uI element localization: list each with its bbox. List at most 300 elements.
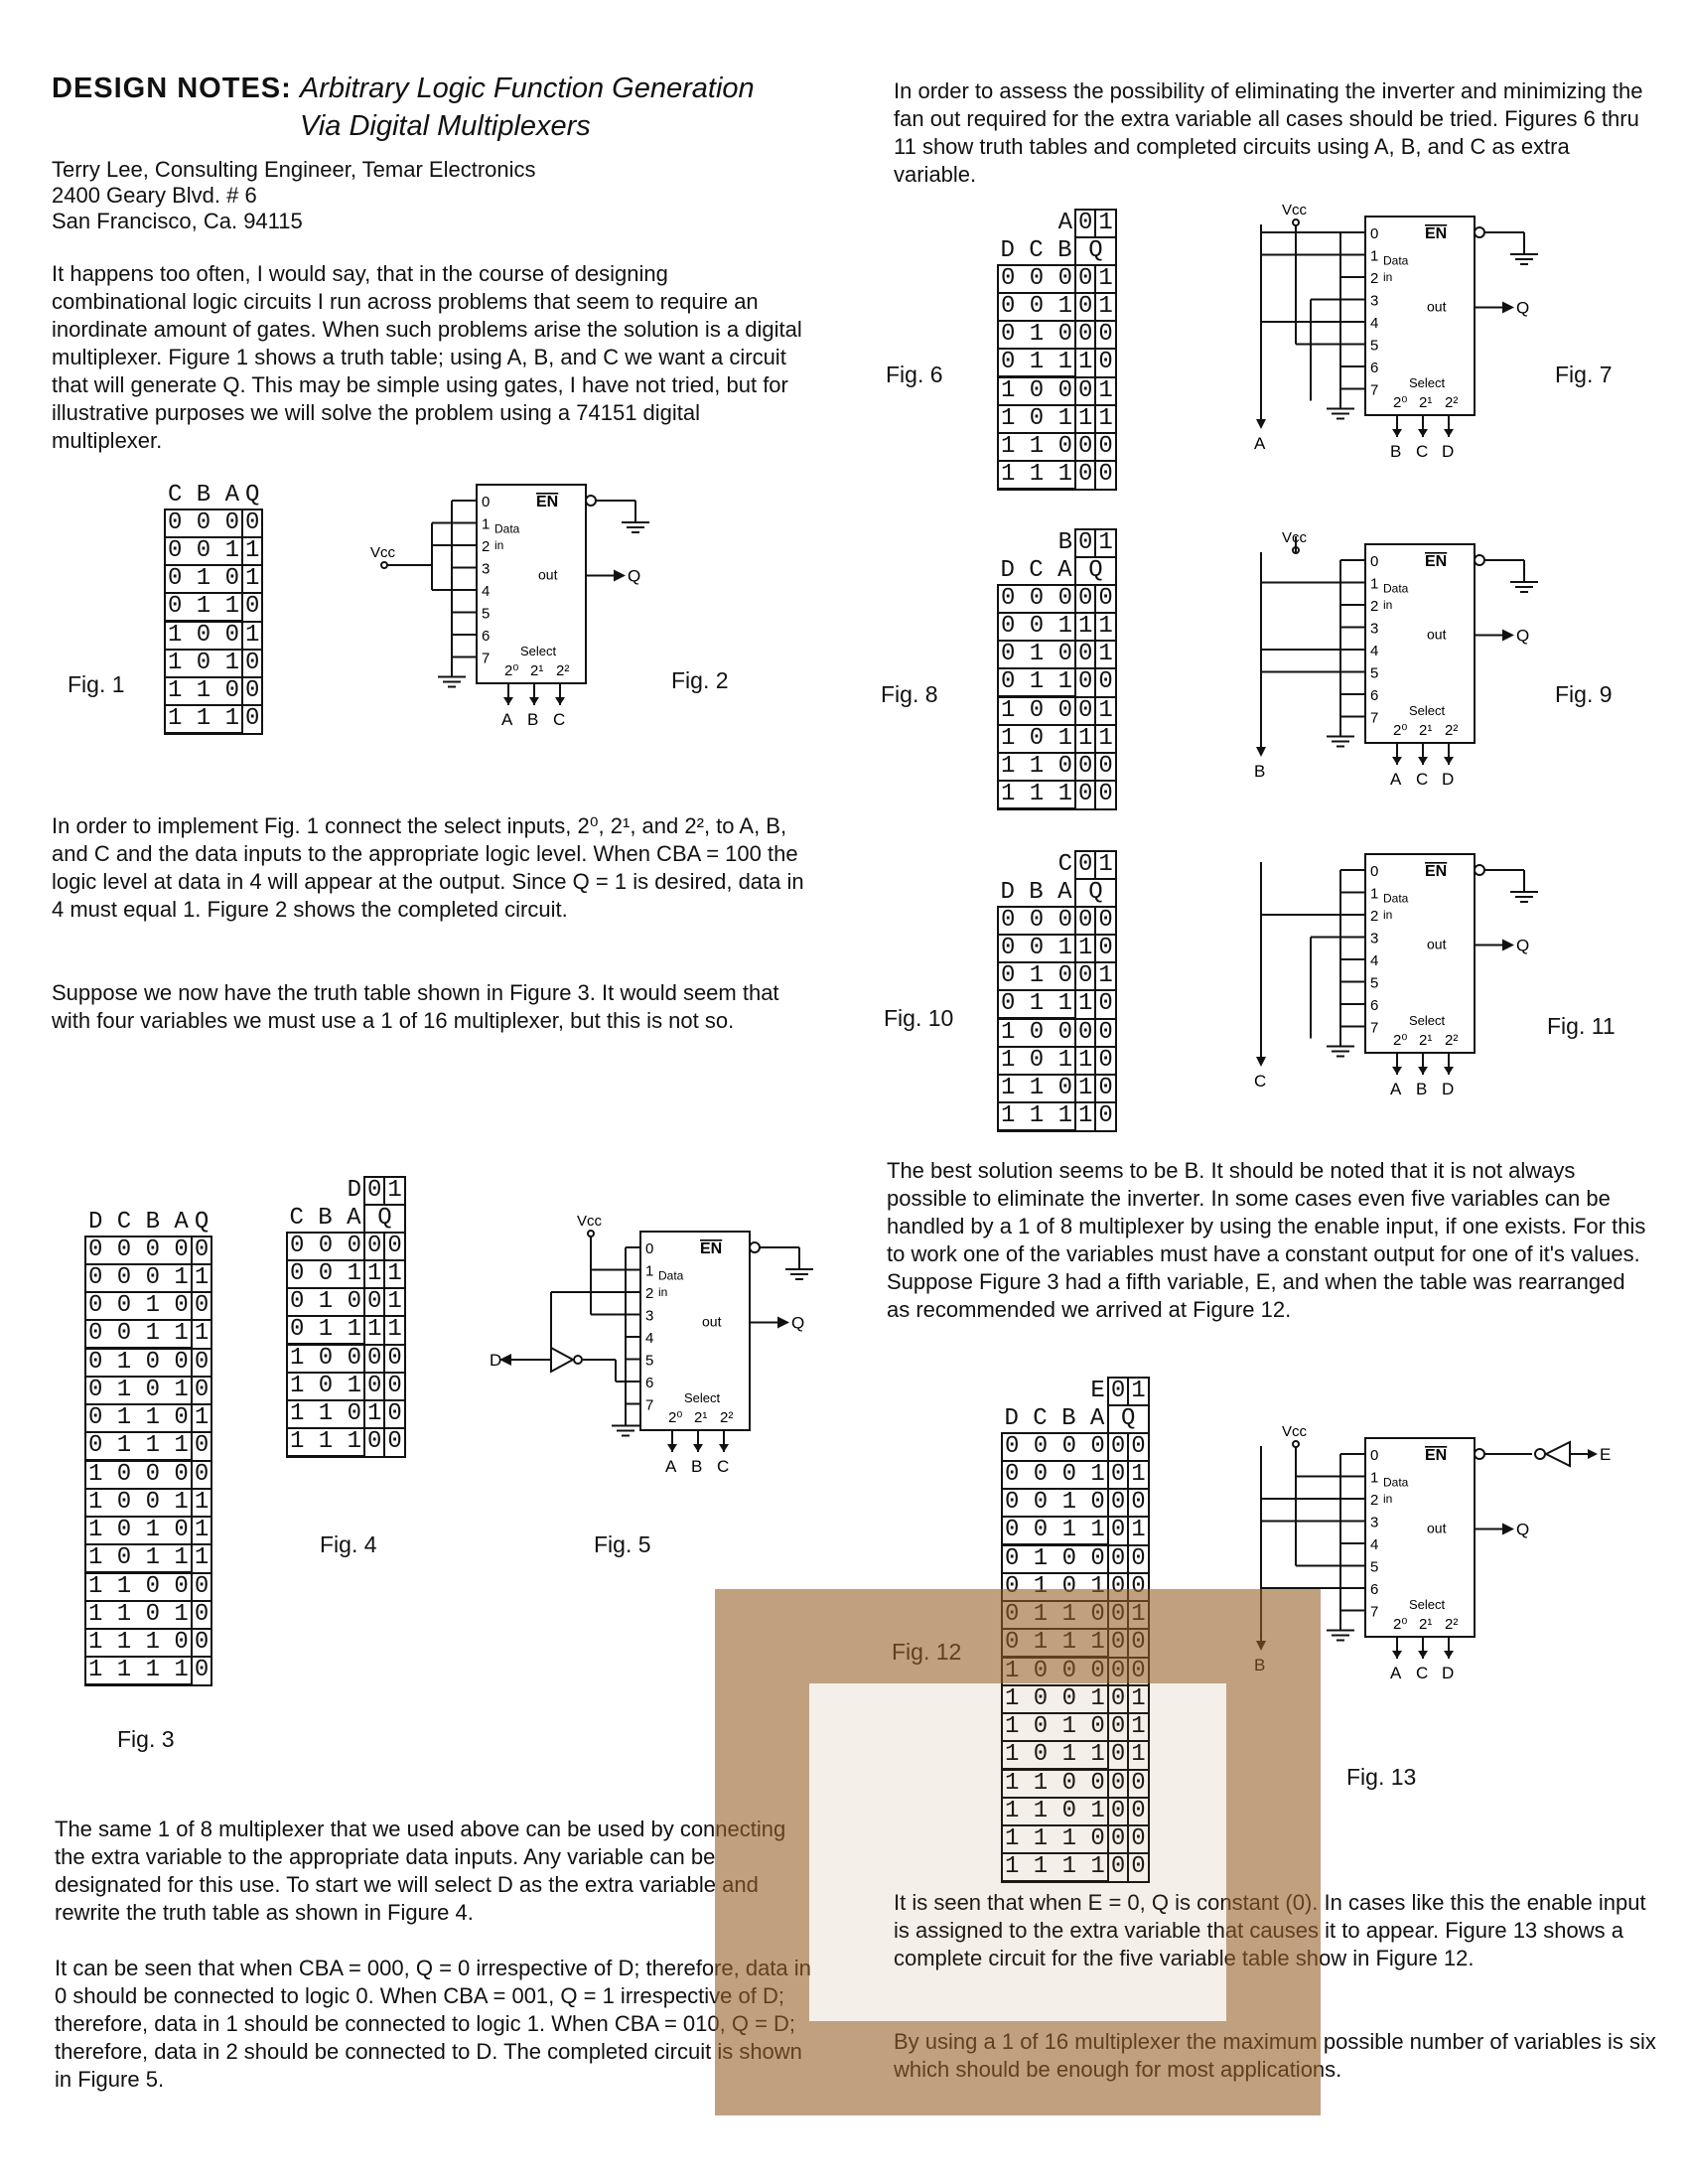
table-inputs-cell: 1 0 1 1 bbox=[1002, 1741, 1108, 1770]
table-inputs-cell: 1 0 1 bbox=[998, 725, 1075, 753]
data-pin-4: 4 bbox=[482, 583, 491, 600]
table-output-cell: 0 bbox=[192, 1432, 211, 1461]
table-output-cell: 1 bbox=[1075, 935, 1095, 962]
data-pin-5: 5 bbox=[1370, 974, 1379, 992]
select-label: Select bbox=[1409, 1013, 1446, 1028]
table-inputs-cell: 0 0 1 1 bbox=[85, 1320, 192, 1349]
vcc-label: Vcc bbox=[1282, 1423, 1308, 1440]
caption-fig1: Fig. 1 bbox=[68, 671, 125, 697]
data-pin-6: 6 bbox=[482, 628, 491, 645]
table-inputs-cell: 0 0 0 1 bbox=[85, 1264, 192, 1292]
table-output-cell: 0 bbox=[192, 1237, 211, 1264]
vcc-terminal bbox=[588, 1231, 594, 1237]
table-inputs-cell: 1 0 0 0 bbox=[85, 1461, 192, 1490]
data-pin-5: 5 bbox=[1370, 664, 1379, 682]
table-inputs-cell: 1 0 0 1 bbox=[85, 1489, 192, 1517]
caption-fig2: Fig. 2 bbox=[671, 667, 729, 693]
select-input-d: D bbox=[1442, 1664, 1455, 1682]
data-out-label: out bbox=[702, 1313, 722, 1330]
caption-fig10: Fig. 10 bbox=[884, 1005, 954, 1031]
table-output-cell: 0 bbox=[1075, 585, 1095, 613]
data-pin-5: 5 bbox=[645, 1352, 654, 1370]
table-output-cell: 0 bbox=[192, 1629, 211, 1657]
table-inputs-cell: 1 1 0 1 bbox=[1002, 1798, 1108, 1825]
table-output-cell: 1 bbox=[1128, 1517, 1148, 1545]
table-output-cell: 1 bbox=[1075, 613, 1095, 641]
ext-var-label: D bbox=[490, 1351, 502, 1370]
vcc-label: Vcc bbox=[370, 544, 396, 561]
caption-fig8: Fig. 8 bbox=[881, 681, 938, 707]
table-inputs-cell: 0 0 1 bbox=[287, 1260, 364, 1288]
table-output-cell: 1 bbox=[192, 1264, 211, 1292]
table-header-inputs: D B A bbox=[1000, 878, 1072, 906]
article-title bbox=[52, 70, 755, 145]
table-inputs-cell: 0 1 1 1 bbox=[1002, 1629, 1108, 1658]
select-input-d: D bbox=[1442, 1080, 1455, 1098]
select-weight: 2⁰ bbox=[1393, 1032, 1408, 1049]
ext-var-label: C bbox=[1254, 1072, 1267, 1091]
table-output-cell: 0 bbox=[1075, 461, 1095, 490]
output-arrow bbox=[1502, 630, 1514, 642]
table-output-cell: 0 bbox=[1108, 1798, 1128, 1825]
table-inputs-cell: 1 1 1 bbox=[998, 1102, 1075, 1131]
table-inputs-cell: 1 0 0 bbox=[998, 697, 1075, 726]
enable-pin-label: EN bbox=[1425, 225, 1448, 242]
table-var-label: A bbox=[1057, 210, 1073, 236]
table-output-cell: 1 bbox=[192, 1517, 211, 1544]
table-output-cell: 1 bbox=[364, 1316, 384, 1345]
table-output-cell: 0 bbox=[1108, 1853, 1128, 1882]
select-input-b: B bbox=[1390, 442, 1402, 461]
data-pin-0: 0 bbox=[1370, 863, 1379, 880]
table-inputs-cell: 0 1 1 0 bbox=[85, 1404, 192, 1432]
table-inputs-cell: 0 1 0 bbox=[165, 565, 242, 593]
data-pin-0: 0 bbox=[482, 494, 491, 510]
table-inputs-cell: 0 0 1 bbox=[165, 537, 242, 565]
data-in-label: Data bbox=[494, 521, 520, 536]
table-output-cell: 0 bbox=[1095, 1102, 1115, 1131]
table-header-inputs: D C B A bbox=[1004, 1404, 1105, 1432]
enable-bubble bbox=[1475, 865, 1484, 875]
data-pin-2: 2 bbox=[645, 1285, 654, 1302]
table-output-cell: 0 bbox=[1095, 349, 1115, 377]
table-var-value: 0 bbox=[1108, 1378, 1128, 1405]
table-output-cell: 0 bbox=[1128, 1770, 1148, 1799]
table-output-cell: 0 bbox=[1108, 1770, 1128, 1799]
table-output-cell: 0 bbox=[1095, 990, 1115, 1019]
data-pin-7: 7 bbox=[645, 1396, 654, 1414]
table-inputs-cell: 1 1 1 bbox=[287, 1428, 364, 1457]
table-inputs-cell: 1 1 1 bbox=[998, 461, 1075, 490]
select-weight: 2¹ bbox=[1419, 394, 1433, 411]
table-output-cell: 1 bbox=[384, 1316, 404, 1345]
table-inputs-cell: 0 0 1 bbox=[998, 935, 1075, 962]
select-input-c: C bbox=[1416, 1664, 1429, 1682]
table-inputs-cell: 1 1 1 0 bbox=[1002, 1825, 1108, 1853]
table-output-cell: 0 bbox=[1095, 781, 1115, 809]
select-weight: 2² bbox=[1445, 1616, 1459, 1633]
table-output-cell: 1 bbox=[242, 565, 262, 593]
arrow-head bbox=[503, 697, 513, 705]
table-inputs-cell: 0 1 0 1 bbox=[1002, 1573, 1108, 1601]
table-output-cell: 0 bbox=[1075, 697, 1095, 726]
data-pin-7: 7 bbox=[1370, 381, 1379, 399]
table-output-cell: 0 bbox=[1108, 1517, 1128, 1545]
table-inputs-cell: 0 0 0 0 bbox=[1002, 1433, 1108, 1461]
table-inputs-cell: 1 0 1 bbox=[998, 405, 1075, 433]
paper-stain bbox=[715, 1589, 1321, 2115]
table-output-cell: 1 bbox=[1095, 377, 1115, 406]
table-inputs-cell: 1 0 1 bbox=[165, 650, 242, 677]
data-pin-3: 3 bbox=[482, 560, 491, 578]
table-header-output: Q bbox=[364, 1205, 405, 1233]
table-inputs-cell: 1 0 1 0 bbox=[85, 1517, 192, 1544]
table-output-cell: 1 bbox=[1075, 1075, 1095, 1102]
truth-table-fig8 bbox=[997, 528, 1117, 810]
vcc-terminal bbox=[1293, 1441, 1299, 1447]
table-output-cell: 1 bbox=[1075, 349, 1095, 377]
table-output-cell: 0 bbox=[242, 705, 262, 734]
ext-var-label: A bbox=[1254, 434, 1266, 453]
title-line-1: Arbitrary Logic Function Generation bbox=[299, 73, 755, 104]
data-pin-0: 0 bbox=[1370, 553, 1379, 570]
enable-inverter bbox=[1546, 1442, 1570, 1466]
enable-pin-label: EN bbox=[700, 1240, 723, 1257]
arrow-head bbox=[1444, 1651, 1454, 1659]
paragraph-4: The same 1 of 8 multiplexer that we used above can be used by connecting the extra variable to the appropriate data inputs. Any variable can be designated for this use. To start we will select D as the extra variable and rewrite the truth table as shown in Figure 4. bbox=[55, 1817, 786, 1925]
table-header-inputs: C B A bbox=[289, 1204, 361, 1232]
table-output-cell: 0 bbox=[1108, 1573, 1128, 1601]
select-weight: 2² bbox=[1445, 1032, 1459, 1049]
table-output-cell: 1 bbox=[1095, 962, 1115, 990]
table-output-cell: 0 bbox=[242, 650, 262, 677]
arrow-head bbox=[1444, 757, 1454, 765]
data-pin-6: 6 bbox=[1370, 360, 1379, 376]
table-output-cell: 0 bbox=[1095, 1019, 1115, 1048]
table-output-cell: 1 bbox=[1095, 265, 1115, 293]
table-output-cell: 0 bbox=[242, 677, 262, 705]
data-out-label: out bbox=[1427, 626, 1447, 643]
truth-table-fig6 bbox=[997, 209, 1117, 491]
enable-inverter-bubble bbox=[1535, 1449, 1545, 1459]
vcc-terminal bbox=[1293, 219, 1299, 225]
data-pin-3: 3 bbox=[1370, 292, 1379, 310]
data-in-label: in bbox=[658, 1285, 668, 1299]
table-output-cell: 0 bbox=[1108, 1545, 1128, 1574]
inverter bbox=[551, 1348, 573, 1372]
select-weight: 2² bbox=[1445, 394, 1459, 411]
table-inputs-cell: 1 1 0 bbox=[165, 677, 242, 705]
caption-fig7: Fig. 7 bbox=[1555, 362, 1613, 387]
table-output-cell: 0 bbox=[364, 1428, 384, 1457]
select-input-a: A bbox=[1390, 770, 1402, 789]
table-output-cell: 1 bbox=[364, 1400, 384, 1428]
table-inputs-cell: 0 1 0 1 bbox=[85, 1377, 192, 1404]
output-q: Q bbox=[1516, 936, 1530, 955]
select-weight: 2⁰ bbox=[1393, 394, 1408, 411]
table-output-cell: 0 bbox=[384, 1345, 404, 1374]
table-output-cell: 0 bbox=[1075, 753, 1095, 781]
data-pin-2: 2 bbox=[1370, 598, 1379, 615]
output-q: Q bbox=[791, 1313, 805, 1333]
select-weight: 2¹ bbox=[1419, 1032, 1433, 1049]
table-inputs-cell: 0 0 1 0 bbox=[1002, 1489, 1108, 1517]
data-pin-4: 4 bbox=[1370, 315, 1379, 332]
table-output-cell: 0 bbox=[1095, 433, 1115, 461]
table-output-cell: 0 bbox=[192, 1573, 211, 1602]
table-inputs-cell: 1 0 1 bbox=[998, 1047, 1075, 1075]
caption-fig5: Fig. 5 bbox=[594, 1531, 651, 1557]
data-out-label: out bbox=[1427, 936, 1447, 952]
data-pin-6: 6 bbox=[1370, 687, 1379, 704]
table-var-value: 1 bbox=[1095, 529, 1115, 557]
table-output-cell: 1 bbox=[242, 537, 262, 565]
table-inputs-cell: 0 1 0 0 bbox=[1002, 1545, 1108, 1574]
table-inputs-cell: 0 0 0 bbox=[998, 907, 1075, 935]
data-pin-1: 1 bbox=[1370, 885, 1379, 903]
paragraph-7: The best solution seems to be B. It should be noted that it is not always possible to eliminate the inverter. In some cases even five variables can be handled by a 1 of 8 multiplexer by using the enable input, if one exists. For this to work one of the variables must have a constant output for one of it's values. Suppose Figure 3 had a fifth variable, E, and when the table was rearranged as recommended we arrived at Figure 12. bbox=[887, 1158, 1646, 1322]
data-in-label: in bbox=[1383, 270, 1393, 284]
paragraph-5: It can be seen that when CBA = 000, Q = 0 irrespective of D; therefore, data in 0 should be connected to logic 0. When CBA = 001, Q = 1 irrespective of D; therefore, data in 1 should be connected to logic 1. When CBA = 010, Q = D; therefore, data in 2 should be connected to D. The completed circuit is shown in Figure 5. bbox=[55, 1956, 811, 2092]
table-output-cell: 0 bbox=[192, 1349, 211, 1378]
table-output-cell: 0 bbox=[1095, 585, 1115, 613]
table-inputs-cell: 0 0 1 1 bbox=[1002, 1517, 1108, 1545]
arrow-head bbox=[1444, 1067, 1454, 1075]
output-arrow bbox=[1502, 1524, 1514, 1535]
data-in-label: Data bbox=[1383, 1475, 1409, 1490]
data-pin-1: 1 bbox=[1370, 1469, 1379, 1487]
data-in-label: Data bbox=[658, 1268, 684, 1283]
table-output-cell: 1 bbox=[1128, 1461, 1148, 1489]
arrow-head bbox=[1392, 429, 1402, 437]
select-weight: 2¹ bbox=[694, 1409, 708, 1426]
table-output-cell: 0 bbox=[1075, 377, 1095, 406]
table-inputs-cell: 0 1 1 bbox=[998, 668, 1075, 697]
table-header-inputs: D C B A bbox=[88, 1209, 189, 1236]
select-input-c: C bbox=[1416, 442, 1429, 461]
table-inputs-cell: 1 1 1 bbox=[998, 781, 1075, 809]
table-output-cell: 1 bbox=[364, 1260, 384, 1288]
table-inputs-cell: 1 1 0 bbox=[998, 753, 1075, 781]
circuit-fig7 bbox=[1241, 202, 1539, 487]
table-output-cell: 0 bbox=[1108, 1489, 1128, 1517]
output-arrow bbox=[1502, 940, 1514, 951]
select-input-d: D bbox=[1442, 770, 1455, 789]
table-output-cell: 0 bbox=[192, 1292, 211, 1320]
table-output-cell: 1 bbox=[1075, 1047, 1095, 1075]
table-output-cell: 0 bbox=[1095, 935, 1115, 962]
table-output-cell: 0 bbox=[1075, 321, 1095, 349]
select-input-c: C bbox=[1416, 770, 1429, 789]
table-inputs-cell: 1 1 0 0 bbox=[1002, 1770, 1108, 1799]
data-pin-1: 1 bbox=[1370, 247, 1379, 265]
table-inputs-cell: 1 1 1 1 bbox=[1002, 1853, 1108, 1882]
table-output-cell: 0 bbox=[192, 1377, 211, 1404]
arrow-head bbox=[693, 1444, 703, 1452]
arrow-head bbox=[1418, 757, 1428, 765]
arrow-head bbox=[1418, 1651, 1428, 1659]
select-input-a: A bbox=[1390, 1080, 1402, 1098]
table-inputs-cell: 1 1 1 1 bbox=[85, 1657, 192, 1685]
table-output-cell: 1 bbox=[1075, 990, 1095, 1019]
table-output-cell: 0 bbox=[1095, 907, 1115, 935]
table-output-cell: 1 bbox=[1095, 613, 1115, 641]
paragraph-2: In order to implement Fig. 1 connect the select inputs, 2⁰, 2¹, and 2², to A, B, and C and the data inputs to the appropriate logic level. When CBA = 100 the logic level at data in 4 will appear at the output. Since Q = 1 is desired, data in 4 must equal 1. Figure 2 shows the completed circuit. bbox=[52, 813, 804, 922]
data-out-label: out bbox=[1427, 298, 1447, 315]
data-pin-2: 2 bbox=[1370, 908, 1379, 925]
table-output-cell: 1 bbox=[1095, 725, 1115, 753]
ext-arrow bbox=[1256, 1057, 1266, 1067]
enable-bubble bbox=[1475, 555, 1484, 565]
table-inputs-cell: 1 0 0 bbox=[165, 622, 242, 651]
select-input-b: B bbox=[691, 1457, 703, 1476]
table-output-cell: 0 bbox=[364, 1233, 384, 1260]
data-pin-7: 7 bbox=[1370, 1019, 1379, 1037]
data-in-label: in bbox=[1383, 598, 1393, 612]
output-q: Q bbox=[1516, 626, 1530, 646]
data-pin-0: 0 bbox=[1370, 225, 1379, 242]
table-output-cell: 1 bbox=[1095, 697, 1115, 726]
table-inputs-cell: 1 0 1 0 bbox=[1002, 1713, 1108, 1741]
table-inputs-cell: 1 1 0 bbox=[998, 1075, 1075, 1102]
table-output-cell: 1 bbox=[1095, 405, 1115, 433]
table-inputs-cell: 0 0 0 0 bbox=[85, 1237, 192, 1264]
author-line-3: San Francisco, Ca. 94115 bbox=[52, 209, 303, 233]
table-output-cell: 0 bbox=[1075, 433, 1095, 461]
table-output-cell: 0 bbox=[192, 1657, 211, 1685]
table-output-cell: 0 bbox=[1108, 1741, 1128, 1770]
table-output-cell: 0 bbox=[1108, 1629, 1128, 1658]
table-inputs-cell: 0 1 0 0 bbox=[85, 1349, 192, 1378]
table-inputs-cell: 0 0 0 bbox=[287, 1233, 364, 1260]
table-inputs-cell: 1 1 0 0 bbox=[85, 1573, 192, 1602]
table-inputs-cell: 1 1 1 0 bbox=[85, 1629, 192, 1657]
table-output-cell: 0 bbox=[242, 593, 262, 622]
table-output-cell: 0 bbox=[1108, 1825, 1128, 1853]
caption-fig4: Fig. 4 bbox=[320, 1531, 377, 1557]
table-output-cell: 0 bbox=[384, 1373, 404, 1400]
table-output-cell: 0 bbox=[384, 1428, 404, 1457]
data-pin-5: 5 bbox=[1370, 1558, 1379, 1576]
table-output-cell: 0 bbox=[1075, 293, 1095, 321]
table-inputs-cell: 0 1 0 bbox=[998, 962, 1075, 990]
ext-var-label: B bbox=[1254, 1656, 1266, 1674]
table-output-cell: 0 bbox=[1108, 1461, 1128, 1489]
table-output-cell: 1 bbox=[1128, 1713, 1148, 1741]
caption-fig13: Fig. 13 bbox=[1346, 1764, 1417, 1790]
table-inputs-cell: 0 0 1 0 bbox=[85, 1292, 192, 1320]
table-output-cell: 0 bbox=[1095, 461, 1115, 490]
select-input-c: C bbox=[717, 1457, 730, 1476]
enable-bubble bbox=[750, 1242, 760, 1252]
output-q: Q bbox=[1516, 298, 1530, 318]
circuit-fig11 bbox=[1241, 846, 1539, 1134]
table-output-cell: 0 bbox=[364, 1345, 384, 1374]
select-weight: 2⁰ bbox=[504, 662, 519, 679]
author-block bbox=[52, 157, 536, 234]
data-out-label: out bbox=[538, 566, 558, 583]
table-header-inputs: C B A bbox=[168, 482, 240, 509]
circuit-fig5 bbox=[490, 1213, 829, 1522]
table-var-value: 0 bbox=[1075, 851, 1095, 879]
select-input-d: D bbox=[1442, 442, 1455, 461]
arrow-head bbox=[555, 697, 565, 705]
table-output-cell: 0 bbox=[1128, 1489, 1148, 1517]
table-output-cell: 0 bbox=[1128, 1629, 1148, 1658]
data-pin-2: 2 bbox=[482, 538, 491, 555]
table-inputs-cell: 0 1 0 bbox=[998, 321, 1075, 349]
table-header-output: Q bbox=[1075, 237, 1116, 265]
table-inputs-cell: 1 1 0 bbox=[287, 1400, 364, 1428]
table-output-cell: 0 bbox=[364, 1373, 384, 1400]
select-weight: 2² bbox=[1445, 722, 1459, 739]
table-header-output: Q bbox=[245, 482, 260, 509]
table-header-inputs: D C A bbox=[1000, 556, 1072, 584]
data-pin-6: 6 bbox=[645, 1375, 654, 1391]
arrow-head bbox=[667, 1444, 677, 1452]
select-input-b: B bbox=[527, 710, 539, 729]
table-output-cell: 0 bbox=[1075, 641, 1095, 668]
table-var-value: 1 bbox=[384, 1177, 404, 1205]
data-pin-4: 4 bbox=[1370, 643, 1379, 659]
table-output-cell: 0 bbox=[1095, 1047, 1115, 1075]
caption-fig9: Fig. 9 bbox=[1555, 681, 1613, 707]
enable-pin-label: EN bbox=[1425, 863, 1448, 880]
select-weight: 2¹ bbox=[1419, 1616, 1433, 1633]
table-inputs-cell: 1 0 0 bbox=[998, 1019, 1075, 1048]
table-output-cell: 0 bbox=[384, 1233, 404, 1260]
data-pin-3: 3 bbox=[1370, 620, 1379, 638]
table-output-cell: 0 bbox=[1108, 1658, 1128, 1686]
data-pin-5: 5 bbox=[482, 605, 491, 623]
output-q: Q bbox=[628, 566, 641, 586]
select-input-c: C bbox=[553, 710, 566, 729]
arrow-head bbox=[1444, 429, 1454, 437]
table-output-cell: 0 bbox=[1128, 1433, 1148, 1461]
ext-var-label: B bbox=[1254, 762, 1266, 781]
circuit-fig2 bbox=[352, 477, 650, 755]
table-inputs-cell: 0 1 0 bbox=[998, 641, 1075, 668]
arrow-head bbox=[1418, 429, 1428, 437]
table-inputs-cell: 1 0 0 0 bbox=[1002, 1658, 1108, 1686]
output-arrow bbox=[1502, 302, 1514, 314]
paragraph-3: Suppose we now have the truth table shown in Figure 3. It would seem that with four variables we must use a 1 of 16 multiplexer, but this is not so. bbox=[52, 980, 779, 1033]
table-var-value: 1 bbox=[1095, 210, 1115, 237]
table-output-cell: 0 bbox=[1128, 1573, 1148, 1601]
select-label: Select bbox=[520, 644, 557, 658]
data-pin-4: 4 bbox=[645, 1330, 654, 1347]
design-notes-label: DESIGN NOTES: bbox=[52, 73, 292, 104]
e-arrow bbox=[1588, 1449, 1598, 1459]
data-out-label: out bbox=[1427, 1520, 1447, 1536]
data-in-label: in bbox=[494, 538, 504, 552]
output-q: Q bbox=[1516, 1520, 1530, 1539]
table-output-cell: 1 bbox=[384, 1260, 404, 1288]
table-output-cell: 1 bbox=[242, 622, 262, 651]
paragraph-9: By using a 1 of 16 multiplexer the maximum possible number of variables is six which should be enough for most applications. bbox=[894, 2029, 1656, 2082]
table-inputs-cell: 0 1 1 bbox=[998, 990, 1075, 1019]
select-input-b: B bbox=[1416, 1080, 1428, 1098]
vcc-label: Vcc bbox=[577, 1213, 603, 1230]
enable-pin-label: EN bbox=[1425, 1447, 1448, 1464]
select-input-a: A bbox=[501, 710, 513, 729]
data-pin-4: 4 bbox=[1370, 1536, 1379, 1553]
table-output-cell: 0 bbox=[1108, 1713, 1128, 1741]
output-arrow bbox=[614, 570, 626, 582]
table-var-value: 0 bbox=[1075, 210, 1095, 237]
data-pin-1: 1 bbox=[1370, 575, 1379, 593]
table-output-cell: 0 bbox=[1075, 1019, 1095, 1048]
